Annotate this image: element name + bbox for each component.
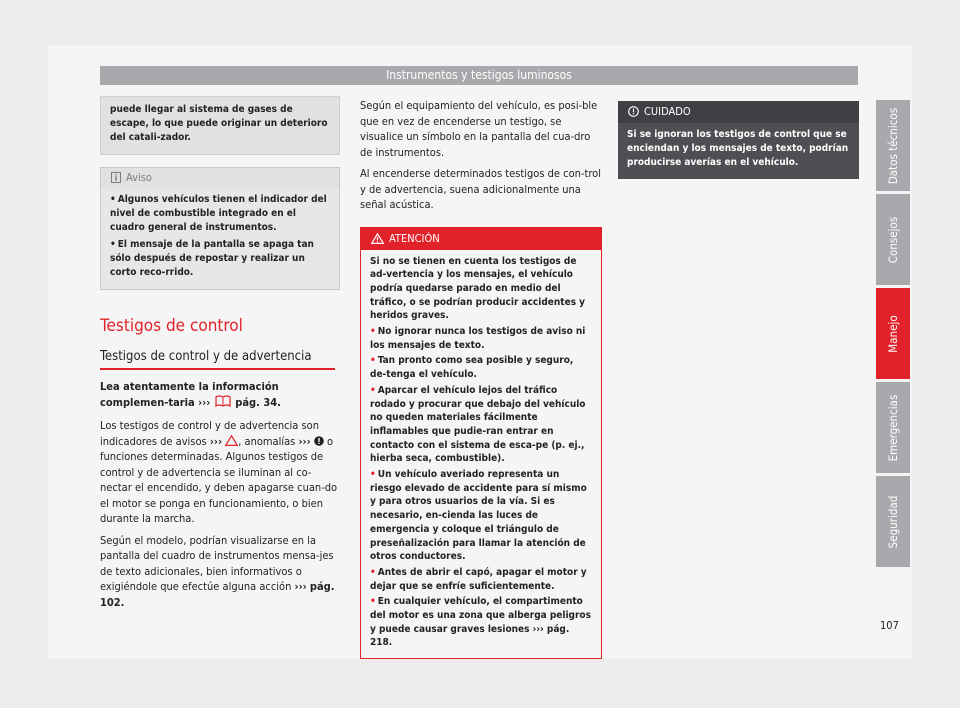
- p1-text-c: o funciones determinadas. Algunos testigos de control y de advertencia se iluminan al co-nectar el encendido, y deben apagarse cuan-do el motor se ponga en funcionamiento, o bien durante la marcha.: [100, 434, 338, 525]
- page-number: 107: [880, 619, 899, 632]
- paragraph: [100, 533, 340, 611]
- cuidado-box: [618, 101, 859, 179]
- intro-box: puede llegar al sistema de gases de escape, lo que puede originar un deterioro del catali-zador.: [100, 96, 340, 155]
- tab-consejos[interactable]: [876, 194, 910, 285]
- tab-datos-tecnicos[interactable]: [876, 100, 910, 191]
- warning-triangle-icon: [371, 233, 384, 244]
- atencion-title: ATENCIÓN: [389, 231, 440, 245]
- cuidado-body: Si se ignoran los testigos de control que se enciendan y los mensajes de texto, podrían producirse averías en el vehículo.: [627, 129, 849, 168]
- aviso-box: [100, 167, 340, 290]
- subsection-title: Testigos de control y de advertencia: [100, 349, 335, 370]
- page-link-218[interactable]: pág. 218.: [370, 623, 570, 649]
- column-1-body: [100, 379, 340, 616]
- atencion-item-text: Un vehículo averiado representa un riesgo elevado de accidente para sí mismo y para otros usuarios de la vía. Si es necesario, en-cienda las luces de emergencia y coloque el triángulo de preseñalización para llamar la atención de otros conductores.: [370, 469, 587, 563]
- atencion-intro: Si no se tienen en cuenta los testigos de ad-vertencia y los mensajes, el vehículo podría quedarse parado en medio del tráfico, o se podrían producir accidentes y heridos graves.: [370, 255, 586, 322]
- chapter-tabs: [876, 100, 910, 570]
- aviso-item-text: El mensaje de la pantalla se apaga tan sólo después de repostar y realizar un corto reco-rrido.: [110, 239, 314, 278]
- tab-label: Manejo: [886, 314, 900, 353]
- aviso-body: [101, 188, 339, 289]
- atencion-body: [361, 250, 601, 659]
- aviso-item-text: Algunos vehículos tienen el indicador del nivel de combustible integrado en el cuadro general de instrumentos.: [110, 194, 327, 233]
- tab-label: Seguridad: [886, 495, 900, 548]
- tab-label: Datos técnicos: [886, 107, 900, 184]
- atencion-item-text: Antes de abrir el capó, apagar el motor y dejar que se enfríe suficientemente.: [370, 566, 587, 592]
- tab-emergencias[interactable]: [876, 382, 910, 473]
- aviso-title: Aviso: [126, 171, 152, 184]
- arrow-ref-icon: ›››: [198, 395, 211, 409]
- paragraph: Al encenderse determinados testigos de con-trol y de advertencia, suena adicionalmente una señal acústica.: [360, 167, 601, 211]
- column-1: [100, 96, 340, 290]
- list-item: • Tan pronto como sea posible y seguro, de-tenga el vehículo.: [370, 355, 574, 381]
- arrow-ref-icon[interactable]: ›››: [294, 580, 307, 593]
- alert-circle-icon: [628, 106, 639, 117]
- p1-text-a: Los testigos de control y de advertencia son indicadores de avisos: [100, 419, 319, 448]
- column-3: [618, 101, 859, 179]
- list-item: • En cualquier vehículo, el compartimento del motor es una zona que alberga peligros y puede causar graves lesiones ››› pág. 218.: [370, 596, 591, 649]
- p1-text-b: , anomalías: [238, 434, 296, 448]
- list-item: • El mensaje de la pantalla se apaga tan sólo después de repostar y realizar un corto reco-rrido.: [110, 239, 314, 278]
- page-header: Instrumentos y testigos luminosos: [100, 66, 858, 85]
- p2-text: Según el modelo, podrían visualizarse en la pantalla del cuadro de instrumentos mensa-jes de texto adicionales, bien informativos o exigiéndole que efectúe alguna acción: [100, 533, 334, 593]
- cuidado-title: CUIDADO: [644, 105, 691, 118]
- arrow-ref-icon[interactable]: ›››: [298, 434, 311, 448]
- paragraph: Según el equipamiento del vehículo, es posi-ble que en vez de encenderse un testigo, se visualice un símbolo en la pantalla del cua-dro de instrumentos.: [360, 99, 598, 159]
- column-2: [360, 98, 602, 659]
- atencion-box: [360, 227, 602, 660]
- page-link-102[interactable]: pág. 102.: [100, 580, 335, 609]
- list-item: • Antes de abrir el capó, apagar el motor y dejar que se enfríe suficientemente.: [370, 566, 587, 592]
- book-icon: [214, 395, 232, 408]
- aviso-header: [101, 168, 339, 188]
- page-link-34[interactable]: pág. 34.: [235, 395, 281, 409]
- lead-text: Lea atentamente la información complemen-taria: [100, 380, 279, 409]
- lead-paragraph: [100, 379, 340, 410]
- warning-triangle-icon: [225, 435, 238, 446]
- cuidado-header: [618, 101, 859, 123]
- atencion-item-text: En cualquier vehículo, el compartimento del motor es una zona que alberga peligros y puede causar graves lesiones: [370, 596, 591, 635]
- tab-label: Emergencias: [886, 394, 900, 461]
- info-icon: [111, 172, 121, 183]
- atencion-item-text: No ignorar nunca los testigos de aviso ni los mensajes de texto.: [370, 326, 586, 351]
- list-item: • No ignorar nunca los testigos de aviso ni los mensajes de texto.: [370, 326, 586, 351]
- list-item: • Aparcar el vehículo lejos del tráfico rodado y procurar que debajo del vehículo no queden materiales fácilmente inflamables que pudie-ran entrar en contacto con el sistema de esca-pe (p. ej., hierba seca, combustible).: [370, 384, 586, 465]
- tab-seguridad[interactable]: [876, 476, 910, 567]
- atencion-header: [361, 228, 601, 250]
- alert-circle-icon: [314, 436, 324, 446]
- arrow-ref-icon[interactable]: ›››: [209, 434, 223, 448]
- atencion-item-text: Aparcar el vehículo lejos del tráfico rodado y procurar que debajo del vehículo no queden materiales fácilmente inflamables que pudie-ran entrar en contacto con el sistema de esca-pe (p. ej., hierba seca, combustible).: [370, 384, 586, 465]
- paragraph: [100, 418, 340, 527]
- section-title: Testigos de control: [100, 316, 243, 336]
- tab-label: Consejos: [886, 216, 900, 263]
- list-item: • Un vehículo averiado representa un riesgo elevado de accidente para sí mismo y para otros usuarios de la vía. Si es necesario, en-cienda las luces de emergencia y coloque el triángulo de preseñalización para llamar la atención de otros conductores.: [370, 469, 587, 563]
- tab-manejo[interactable]: [876, 288, 910, 379]
- atencion-item-text: Tan pronto como sea posible y seguro, de-tenga el vehículo.: [370, 355, 574, 381]
- list-item: • Algunos vehículos tienen el indicador del nivel de combustible integrado en el cuadro general de instrumentos.: [110, 194, 327, 233]
- arrow-ref-icon[interactable]: ›››: [532, 623, 544, 635]
